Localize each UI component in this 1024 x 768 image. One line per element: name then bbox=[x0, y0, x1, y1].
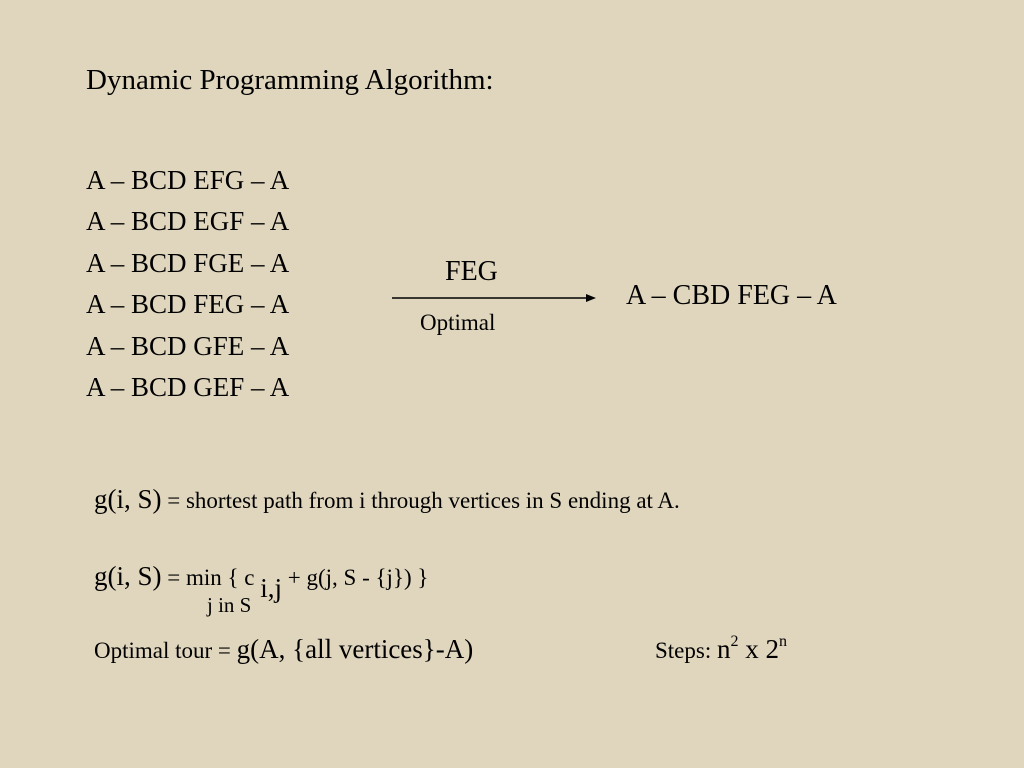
permutation-row: A – BCD FGE – A bbox=[86, 247, 290, 278]
steps-exponent: 2 bbox=[730, 633, 739, 650]
arrow-top-label: FEG bbox=[445, 256, 498, 287]
function-name: g(i, S) bbox=[94, 561, 162, 591]
tour-label: Optimal tour = bbox=[94, 638, 237, 663]
permutation-row: A – BCD FEG – A bbox=[86, 289, 290, 320]
min-range-label: j in S bbox=[207, 593, 252, 617]
right-arrow-icon bbox=[392, 289, 597, 307]
arrow-bottom-label: Optimal bbox=[420, 310, 496, 335]
formula-min: = min { c bbox=[161, 565, 261, 590]
cost-subscript: i,j bbox=[260, 573, 283, 603]
permutation-row: A – BCD EFG – A bbox=[86, 165, 290, 195]
steps-exponent: n bbox=[778, 633, 787, 650]
slide-title: Dynamic Programming Algorithm: bbox=[86, 64, 494, 96]
permutation-list bbox=[86, 160, 289, 408]
permutation-row: A – BCD GFE – A bbox=[86, 330, 290, 361]
steps-label: Steps: bbox=[655, 638, 717, 663]
recurrence-formula bbox=[94, 561, 429, 603]
optimal-tour-line bbox=[94, 634, 473, 665]
formula-rest: + g(j, S - {j}) } bbox=[282, 565, 429, 590]
definition-line bbox=[94, 484, 680, 515]
permutation-row: A – BCD GEF – A bbox=[86, 372, 290, 403]
tour-expression: g(A, {all vertices}-A) bbox=[236, 634, 474, 664]
steps-line bbox=[655, 634, 787, 665]
optimal-path-result: A – CBD FEG – A bbox=[626, 280, 837, 311]
steps-base: n bbox=[716, 634, 731, 664]
permutation-row: A – BCD EGF – A bbox=[86, 206, 290, 237]
definition-text: = shortest path from i through vertices in S ending at A. bbox=[161, 488, 680, 513]
steps-mid: x 2 bbox=[738, 634, 779, 664]
function-name: g(i, S) bbox=[94, 484, 162, 514]
